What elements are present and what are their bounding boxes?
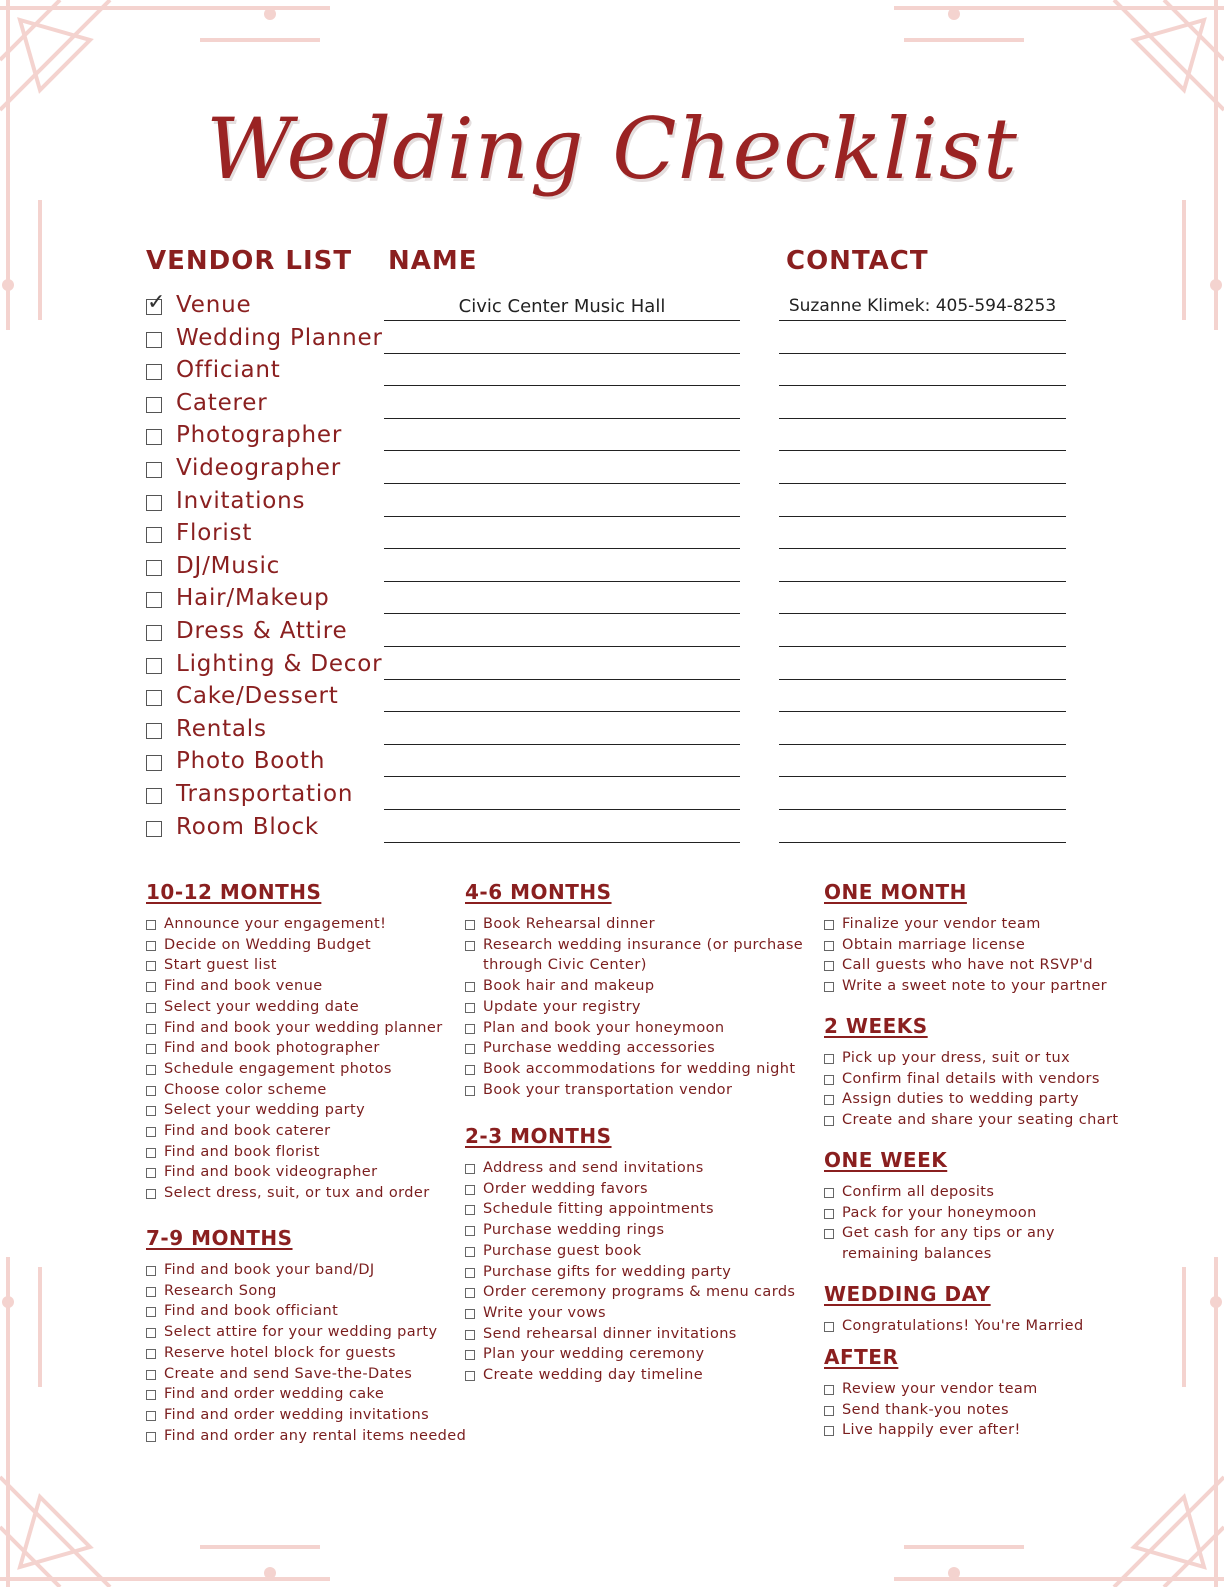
- checkbox[interactable]: [465, 1309, 475, 1319]
- section-title: 2 WEEKS: [824, 1014, 928, 1038]
- checkbox[interactable]: [824, 1426, 834, 1436]
- vendor-row: [146, 716, 1086, 748]
- checkbox[interactable]: [146, 1432, 156, 1442]
- checkbox[interactable]: [146, 1044, 156, 1054]
- vendor-label: Rentals: [176, 715, 267, 742]
- checklist-item-label: Send thank-you notes: [842, 1401, 1009, 1418]
- vendor-label: Florist: [176, 520, 253, 547]
- checkbox[interactable]: [465, 1205, 475, 1215]
- checklist-item-label: Find and order wedding invitations: [164, 1406, 430, 1423]
- checklist-item[interactable]: [465, 1179, 795, 1200]
- section-title: ONE WEEK: [824, 1148, 948, 1172]
- checkbox[interactable]: [465, 982, 475, 992]
- checklist-item-label: Find and book photographer: [164, 1040, 380, 1057]
- section-after: [824, 1345, 1038, 1441]
- checklist-item[interactable]: [146, 997, 443, 1018]
- checklist-item-label: Congratulations! You're Married: [842, 1318, 1084, 1334]
- section-title: 7-9 MONTHS: [146, 1226, 293, 1250]
- checklist-item-label: Choose color scheme: [164, 1081, 327, 1098]
- vendor-name-field[interactable]: [384, 711, 740, 712]
- checkbox[interactable]: [146, 1266, 156, 1276]
- checkbox-cake-dessert[interactable]: [146, 690, 162, 706]
- checklist-item[interactable]: [465, 997, 803, 1018]
- vendor-contact-field[interactable]: [779, 613, 1066, 614]
- checklist-item-label: Pick up your dress, suit or tux: [842, 1050, 1071, 1066]
- vendor-label: Officiant: [176, 357, 281, 384]
- checklist-item[interactable]: [146, 914, 443, 935]
- vendor-name-field[interactable]: [384, 581, 740, 582]
- vendor-list-header: VENDOR LIST: [146, 246, 353, 276]
- section-one-month: [824, 880, 1107, 997]
- checklist-item-label: Purchase wedding rings: [483, 1222, 665, 1239]
- checkbox[interactable]: [465, 1185, 475, 1195]
- checkbox[interactable]: [146, 1307, 156, 1317]
- checkbox[interactable]: [465, 1086, 475, 1096]
- checklist-item-label: Send rehearsal dinner invitations: [483, 1325, 737, 1342]
- checkbox-rentals[interactable]: [146, 723, 162, 739]
- vendor-contact-value: Suzanne Klimek: 405-594-8253: [788, 296, 1057, 316]
- checklist-item-label: Live happily ever after!: [842, 1422, 1021, 1439]
- vendor-contact-field[interactable]: [779, 776, 1066, 777]
- vendor-name-field[interactable]: [384, 679, 740, 680]
- vendor-row: [146, 422, 1086, 454]
- section-7-9-months: [146, 1226, 466, 1446]
- checkbox-videographer[interactable]: [146, 462, 162, 478]
- vendor-contact-field[interactable]: [779, 581, 1066, 582]
- checklist-item[interactable]: [824, 1182, 1055, 1203]
- vendor-name-field[interactable]: [384, 353, 740, 354]
- vendor-row: [146, 488, 1086, 520]
- checklist-item-label: Confirm all deposits: [842, 1184, 995, 1200]
- checklist-item-label: Find and book your band/DJ: [164, 1262, 375, 1278]
- checkbox[interactable]: [465, 1065, 475, 1075]
- checkbox[interactable]: [824, 1116, 834, 1126]
- vendor-name-field[interactable]: [384, 548, 740, 549]
- checklist-item[interactable]: [146, 1162, 443, 1183]
- vendor-contact-field[interactable]: [779, 842, 1066, 843]
- checkbox[interactable]: [146, 1024, 156, 1034]
- checklist-item[interactable]: [465, 1282, 795, 1303]
- checkbox[interactable]: [465, 1024, 475, 1034]
- checklist-item[interactable]: [146, 1142, 443, 1163]
- checkmark-icon: ✓: [147, 290, 166, 315]
- checkbox[interactable]: [146, 1148, 156, 1158]
- checklist-item[interactable]: [146, 1322, 466, 1343]
- checkbox[interactable]: [146, 1189, 156, 1199]
- checkbox[interactable]: [824, 961, 834, 971]
- checklist-item[interactable]: [146, 1038, 443, 1059]
- checkbox-dress-attire[interactable]: [146, 625, 162, 641]
- checklist-item-label: Find and book caterer: [164, 1123, 331, 1140]
- checklist-item-label: Obtain marriage license: [842, 936, 1026, 953]
- checklist-item[interactable]: [824, 1048, 1118, 1069]
- vendor-row: [146, 748, 1086, 780]
- checklist-item[interactable]: [465, 1080, 803, 1101]
- checklist-item-label: Find and order any rental items needed: [164, 1427, 467, 1444]
- checklist-item[interactable]: [824, 1400, 1038, 1421]
- vendor-contact-field[interactable]: [779, 483, 1066, 484]
- checklist-item[interactable]: [146, 1364, 466, 1385]
- checklist-item[interactable]: [146, 1080, 443, 1101]
- checklist-item-label: Find and book venue: [164, 978, 323, 995]
- checklist-item[interactable]: [465, 1241, 795, 1262]
- checklist-item-label: Purchase gifts for wedding party: [483, 1263, 732, 1280]
- checklist-item-label: Find and book your wedding planner: [164, 1019, 443, 1036]
- checkbox[interactable]: [146, 961, 156, 971]
- checkbox[interactable]: [146, 1390, 156, 1400]
- checkbox-transportation[interactable]: [146, 788, 162, 804]
- section-wedding-day: [824, 1282, 1084, 1337]
- checklist-item-label: Plan your wedding ceremony: [483, 1346, 705, 1363]
- section-10-12-months: [146, 880, 443, 1204]
- checkbox[interactable]: [146, 920, 156, 930]
- vendor-name-field[interactable]: [384, 516, 740, 517]
- name-header: NAME: [388, 246, 478, 276]
- checklist-item[interactable]: [146, 1281, 466, 1302]
- checklist-item-label: Find and book officiant: [164, 1303, 339, 1320]
- checkbox[interactable]: [824, 1209, 834, 1219]
- checkbox[interactable]: [465, 941, 475, 951]
- checkbox[interactable]: [824, 1095, 834, 1105]
- checkbox-florist[interactable]: [146, 527, 162, 543]
- checklist-item[interactable]: [146, 1260, 466, 1281]
- checklist-item-label: Order ceremony programs & menu cards: [483, 1284, 796, 1301]
- checklist-item[interactable]: [465, 1038, 803, 1059]
- checklist-item-label: Create and share your seating chart: [842, 1112, 1119, 1129]
- section-title: 4-6 MONTHS: [465, 880, 612, 904]
- vendor-label: Photo Booth: [176, 748, 326, 775]
- vendor-contact-field[interactable]: [779, 809, 1066, 810]
- contact-header: CONTACT: [786, 246, 929, 276]
- checklist-item-label: Select dress, suit, or tux and order: [164, 1185, 430, 1202]
- checkbox-caterer[interactable]: [146, 397, 162, 413]
- vendor-contact-field[interactable]: [779, 353, 1066, 354]
- vendor-row: [146, 455, 1086, 487]
- vendor-label: Lighting & Decor: [176, 650, 383, 677]
- checkbox[interactable]: [824, 1188, 834, 1198]
- checklist-item[interactable]: [824, 914, 1107, 935]
- vendor-name-field[interactable]: [384, 385, 740, 386]
- checkbox[interactable]: [824, 1229, 834, 1239]
- checklist-item[interactable]: [465, 1344, 795, 1365]
- checkbox[interactable]: [824, 982, 834, 992]
- checkbox[interactable]: [465, 1003, 475, 1013]
- checklist-item-label: Start guest list: [164, 957, 277, 974]
- vendor-row: [146, 585, 1086, 617]
- checklist-item-label: Schedule fitting appointments: [483, 1201, 714, 1218]
- vendor-label: Wedding Planner: [176, 324, 383, 351]
- checklist-item-label: Update your registry: [483, 998, 641, 1015]
- section-2-weeks: [824, 1014, 1118, 1131]
- checkbox[interactable]: [465, 1330, 475, 1340]
- checkbox[interactable]: [824, 1054, 834, 1064]
- checkbox[interactable]: [146, 1370, 156, 1380]
- vendor-name-field[interactable]: [384, 613, 740, 614]
- checkbox[interactable]: [465, 1268, 475, 1278]
- checkbox-photo-booth[interactable]: [146, 755, 162, 771]
- vendor-row: [146, 357, 1086, 389]
- checklist-item-label: Call guests who have not RSVP'd: [842, 957, 1093, 974]
- section-one-week: [824, 1148, 1055, 1265]
- section-title: WEDDING DAY: [824, 1282, 991, 1306]
- checkbox[interactable]: [146, 1349, 156, 1359]
- checkbox[interactable]: [465, 1164, 475, 1174]
- vendor-contact-field[interactable]: [779, 385, 1066, 386]
- vendor-label: Hair/Makeup: [176, 585, 330, 612]
- checklist-item[interactable]: [824, 1069, 1118, 1090]
- checkbox[interactable]: [465, 1247, 475, 1257]
- checkbox[interactable]: [146, 941, 156, 951]
- checkbox[interactable]: [146, 1106, 156, 1116]
- vendor-row: [146, 814, 1086, 846]
- checklist-item-label: Select your wedding date: [164, 998, 360, 1015]
- vendor-label: Dress & Attire: [176, 618, 348, 644]
- vendor-row: [146, 618, 1086, 650]
- vendor-label: Photographer: [176, 422, 343, 449]
- checkbox[interactable]: [465, 1226, 475, 1236]
- vendor-row: [146, 292, 1086, 324]
- vendor-contact-field[interactable]: [779, 679, 1066, 680]
- checklist-item-label: Schedule engagement photos: [164, 1060, 392, 1077]
- checklist-item-label: Address and send invitations: [483, 1160, 704, 1176]
- checklist-item[interactable]: [465, 1303, 795, 1324]
- vendor-label: Caterer: [176, 389, 268, 416]
- checkbox[interactable]: [146, 982, 156, 992]
- vendor-label: Videographer: [176, 455, 341, 481]
- checklist-item-label: through Civic Center): [483, 957, 647, 974]
- checklist-item[interactable]: [146, 1121, 443, 1142]
- checkbox-venue[interactable]: [146, 290, 166, 315]
- checkbox[interactable]: [824, 920, 834, 930]
- checklist-item[interactable]: [146, 1183, 443, 1204]
- vendor-name-field[interactable]: [384, 809, 740, 810]
- checklist-item[interactable]: [465, 976, 803, 997]
- checkbox-lighting-decor[interactable]: [146, 658, 162, 674]
- checklist-item-label: Confirm final details with vendors: [842, 1070, 1100, 1087]
- checkbox-invitations[interactable]: [146, 495, 162, 511]
- vendor-name-field[interactable]: [384, 646, 740, 647]
- checkbox[interactable]: [465, 1371, 475, 1381]
- vendor-contact-field[interactable]: [779, 450, 1066, 451]
- checklist-item[interactable]: [824, 1223, 1055, 1244]
- vendor-label: Invitations: [176, 487, 306, 514]
- checklist-item-label: Write a sweet note to your partner: [842, 978, 1107, 995]
- checklist-item[interactable]: [824, 955, 1107, 976]
- checklist-item[interactable]: [465, 1262, 795, 1283]
- checklist-item[interactable]: [146, 1343, 466, 1364]
- vendor-name-field[interactable]: [384, 450, 740, 451]
- checklist-item-label: Book your transportation vendor: [483, 1081, 733, 1098]
- checklist-item[interactable]: [465, 1220, 795, 1241]
- checklist-item: [824, 1244, 1055, 1265]
- checkbox[interactable]: [146, 1127, 156, 1137]
- vendor-row: [146, 390, 1086, 422]
- vendor-name-field[interactable]: [384, 320, 740, 321]
- vendor-label: Room Block: [176, 813, 320, 840]
- section-title: 10-12 MONTHS: [146, 880, 322, 904]
- checklist-item-label: Decide on Wedding Budget: [164, 936, 372, 953]
- checklist-item-label: Reserve hotel block for guests: [164, 1344, 396, 1361]
- checkbox-hair-makeup[interactable]: [146, 592, 162, 608]
- section-2-3-months: [465, 1124, 795, 1386]
- vendor-name-field[interactable]: [384, 842, 740, 843]
- checkbox[interactable]: [824, 1322, 834, 1332]
- checklist-item-label: Purchase guest book: [483, 1242, 642, 1259]
- checklist-item[interactable]: [465, 1199, 795, 1220]
- checklist-item-label: Pack for your honeymoon: [842, 1204, 1037, 1221]
- checklist-item[interactable]: [824, 1203, 1055, 1224]
- checklist-item[interactable]: [465, 935, 803, 956]
- vendor-row: [146, 683, 1086, 715]
- checklist-item[interactable]: [146, 1100, 443, 1121]
- checkbox[interactable]: [146, 1287, 156, 1297]
- checkbox-wedding-planner[interactable]: [146, 332, 162, 348]
- checkbox[interactable]: [824, 1385, 834, 1395]
- checklist-item-label: Create wedding day timeline: [483, 1367, 704, 1384]
- checklist-item-label: Book hair and makeup: [483, 978, 655, 995]
- vendor-name-field[interactable]: [384, 418, 740, 419]
- vendor-name-field[interactable]: [384, 483, 740, 484]
- checklist-item[interactable]: [146, 1059, 443, 1080]
- vendor-contact-field[interactable]: [779, 711, 1066, 712]
- checkbox[interactable]: [465, 1288, 475, 1298]
- checklist-item-label: Finalize your vendor team: [842, 916, 1041, 932]
- checklist-item-label: Review your vendor team: [842, 1381, 1038, 1397]
- checklist-item-label: Find and book videographer: [164, 1164, 378, 1181]
- checklist-item[interactable]: [146, 1405, 466, 1426]
- checkbox[interactable]: [824, 941, 834, 951]
- checkbox[interactable]: [146, 1411, 156, 1421]
- checklist-item[interactable]: [465, 1365, 795, 1386]
- checklist-item: [465, 955, 803, 976]
- vendor-row: [146, 781, 1086, 813]
- checkbox[interactable]: [146, 1003, 156, 1013]
- checklist-item-label: Get cash for any tips or any: [842, 1225, 1055, 1242]
- checklist-item[interactable]: [146, 1426, 466, 1447]
- checklist-item-label: Order wedding favors: [483, 1180, 648, 1197]
- section-4-6-months: [465, 880, 803, 1100]
- checkbox[interactable]: [146, 1086, 156, 1096]
- checkbox[interactable]: [146, 1168, 156, 1178]
- checklist-item-label: Create and send Save-the-Dates: [164, 1365, 413, 1382]
- vendor-name-value: Civic Center Music Hall: [458, 296, 666, 317]
- checklist-item[interactable]: [824, 935, 1107, 956]
- checklist-item-label: Book Rehearsal dinner: [483, 916, 655, 932]
- vendor-contact-field[interactable]: [779, 320, 1066, 321]
- checkbox[interactable]: [465, 1350, 475, 1360]
- checklist-item-label: Assign duties to wedding party: [842, 1091, 1079, 1108]
- checklist-item-label: Find and book florist: [164, 1143, 320, 1160]
- checklist-item-label: Plan and book your honeymoon: [483, 1019, 725, 1036]
- checkbox[interactable]: [465, 920, 475, 930]
- checklist-item[interactable]: [465, 1018, 803, 1039]
- checkbox[interactable]: [146, 1328, 156, 1338]
- checkbox-officiant[interactable]: [146, 364, 162, 380]
- checklist-item[interactable]: [146, 1018, 443, 1039]
- checklist-item[interactable]: [824, 1089, 1118, 1110]
- checklist-item[interactable]: [824, 1316, 1084, 1337]
- checklist-item-label: Research wedding insurance (or purchase: [483, 936, 804, 953]
- checklist-item-label: Research Song: [164, 1282, 277, 1299]
- vendor-name-field[interactable]: [384, 744, 740, 745]
- checklist-item-label: Write your vows: [483, 1304, 606, 1321]
- checklist-item[interactable]: [465, 1059, 803, 1080]
- vendor-row: [146, 651, 1086, 683]
- checkbox[interactable]: [146, 1065, 156, 1075]
- checkbox-dj-music[interactable]: [146, 560, 162, 576]
- checklist-item-label: Purchase wedding accessories: [483, 1040, 716, 1057]
- section-title: 2-3 MONTHS: [465, 1124, 612, 1148]
- checklist-item[interactable]: [146, 935, 443, 956]
- checklist-item-label: Select attire for your wedding party: [164, 1324, 438, 1341]
- checklist-item-label: Announce your engagement!: [164, 916, 387, 932]
- checklist-item[interactable]: [824, 1420, 1038, 1441]
- checklist-item[interactable]: [824, 1379, 1038, 1400]
- checkbox[interactable]: [465, 1044, 475, 1054]
- vendor-label: Venue: [176, 292, 252, 318]
- vendor-row: [146, 520, 1086, 552]
- page-title: Wedding Checklist: [206, 100, 1018, 198]
- checklist-item-label: remaining balances: [842, 1246, 992, 1263]
- vendor-contact-field[interactable]: [779, 516, 1066, 517]
- checklist-item-label: Select your wedding party: [164, 1102, 366, 1119]
- checklist-item[interactable]: [146, 976, 443, 997]
- checklist-item[interactable]: [146, 955, 443, 976]
- checklist-item[interactable]: [465, 914, 803, 935]
- checklist-item[interactable]: [465, 1158, 795, 1179]
- checklist-item[interactable]: [146, 1384, 466, 1405]
- vendor-row: [146, 325, 1086, 357]
- checklist-item-label: Find and order wedding cake: [164, 1386, 385, 1403]
- section-title: ONE MONTH: [824, 880, 967, 904]
- checklist-item[interactable]: [465, 1324, 795, 1345]
- vendor-label: Transportation: [176, 781, 354, 807]
- checkbox-room-block[interactable]: [146, 821, 162, 837]
- checklist-item-label: Book accommodations for wedding night: [483, 1060, 796, 1077]
- vendor-contact-field[interactable]: [779, 548, 1066, 549]
- checkbox-photographer[interactable]: [146, 429, 162, 445]
- vendor-contact-field[interactable]: [779, 646, 1066, 647]
- checklist-item[interactable]: [824, 1110, 1118, 1131]
- vendor-name-field[interactable]: [384, 776, 740, 777]
- checklist-item[interactable]: [146, 1301, 466, 1322]
- checkbox[interactable]: [824, 1075, 834, 1085]
- vendor-label: Cake/Dessert: [176, 683, 339, 710]
- vendor-contact-field[interactable]: [779, 744, 1066, 745]
- vendor-label: DJ/Music: [176, 552, 281, 579]
- section-title: AFTER: [824, 1345, 899, 1369]
- vendor-contact-field[interactable]: [779, 418, 1066, 419]
- vendor-row: [146, 553, 1086, 585]
- checkbox[interactable]: [824, 1406, 834, 1416]
- checklist-item[interactable]: [824, 976, 1107, 997]
